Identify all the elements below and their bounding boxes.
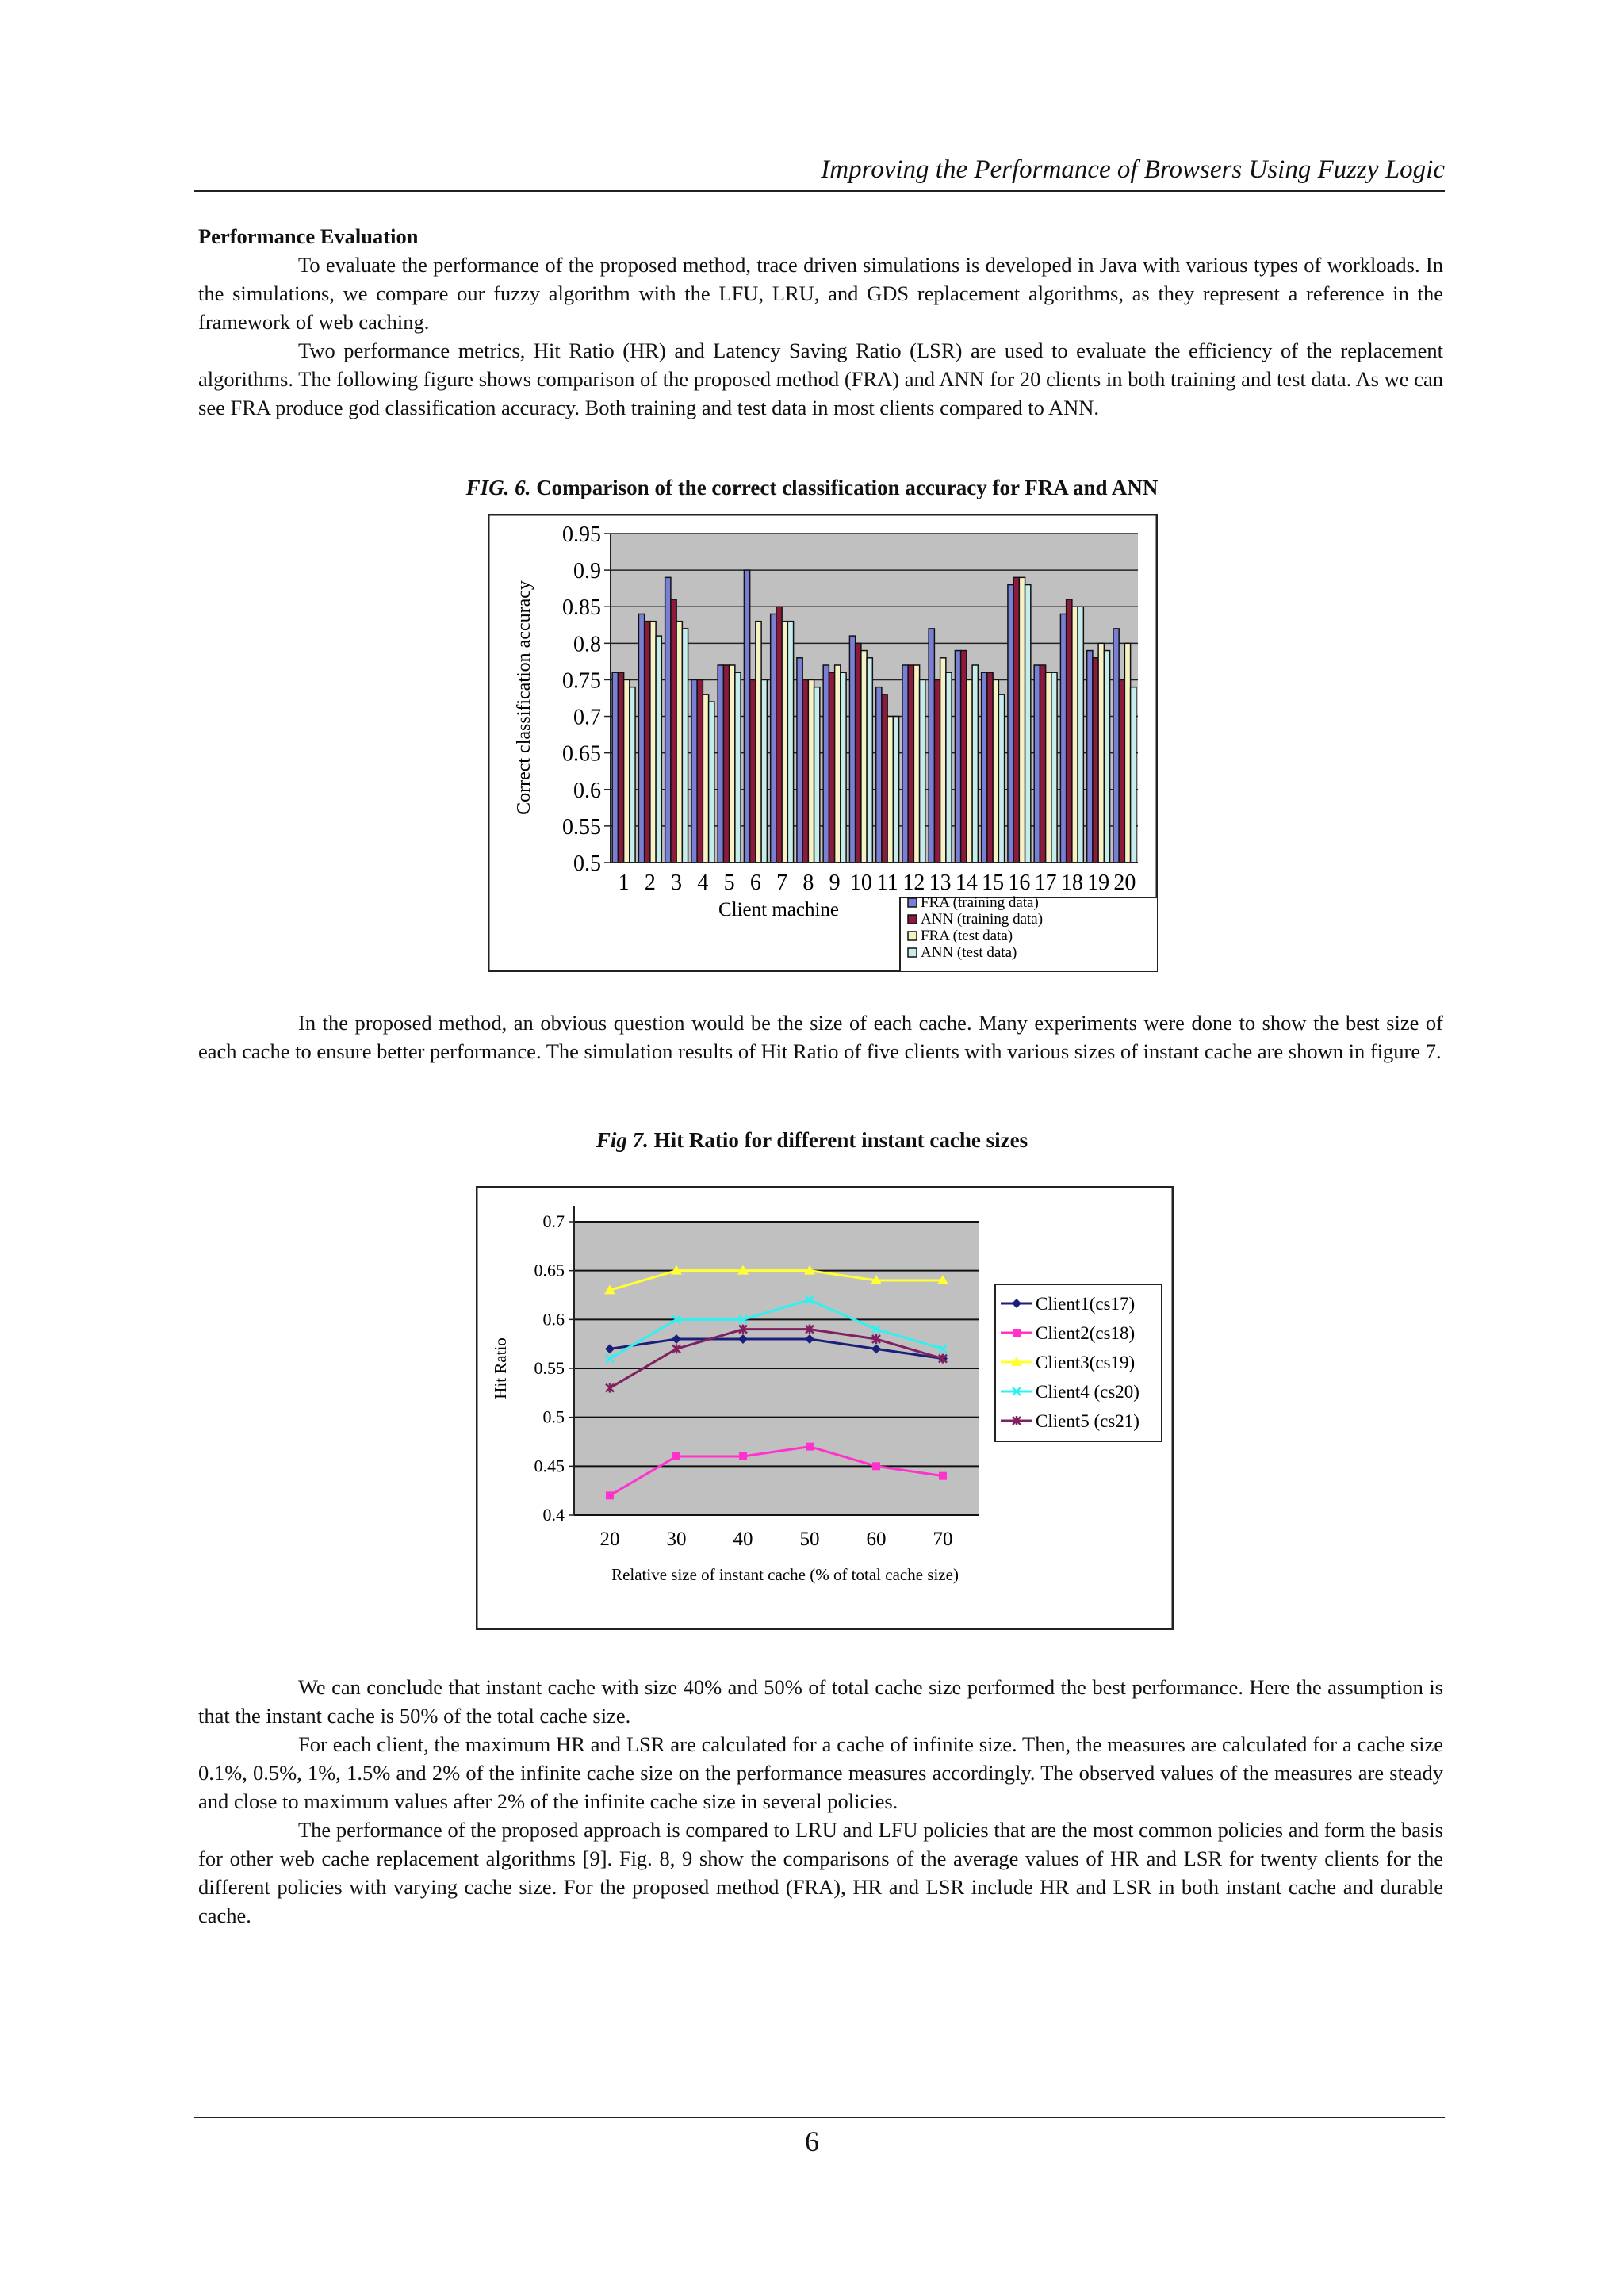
bar-fra-test-data--client-15 — [993, 679, 998, 863]
paragraph-2: Two performance metrics, Hit Ratio (HR) and Latency Saving Ratio (LSR) are used to evaluate the efficiency of the replacement algorithms. The following figure shows comparison of the proposed method (FRA) and ANN for 20 clients in both training and test data. As we can see FRA produce god classification accuracy. Both training and test data in most clients compared to ANN. — [198, 339, 1443, 419]
bar-fra-training-data--client-17 — [1034, 665, 1040, 863]
bar-fra-training-data--client-12 — [902, 665, 908, 863]
bar-fra-test-data--client-4 — [703, 695, 708, 863]
bar-ann-training-data--client-18 — [1067, 599, 1072, 863]
x-tick-label: 1 — [618, 871, 630, 895]
paragraph-6: The performance of the proposed approach is compared to LRU and LFU policies that are the most common policies and form the basis for other web cache replacement algorithms [9]. Fig. 8, 9 show the comparisons of the average values of HR and LSR for twenty clients for the different policies with varying cache size. For the proposed method (FRA), HR and LSR include HR and LSR in both instant cache and durable cache. — [198, 1818, 1443, 1927]
bar-fra-training-data--client-13 — [929, 629, 934, 863]
x-tick-label: 60 — [866, 1529, 887, 1550]
bar-ann-test-data--client-14 — [972, 665, 978, 863]
x-tick-label: 2 — [644, 871, 656, 895]
bar-fra-test-data--client-13 — [940, 658, 946, 863]
bar-fra-training-data--client-9 — [823, 665, 829, 863]
section-conclusion — [198, 1673, 1443, 1930]
legend-label: ANN (test data) — [921, 944, 1017, 961]
y-tick-label: 0.5 — [573, 851, 601, 876]
bar-fra-training-data--client-11 — [876, 687, 882, 863]
y-tick-label: 0.55 — [534, 1358, 565, 1378]
bar-fra-training-data--client-20 — [1113, 629, 1119, 863]
bar-ann-training-data--client-13 — [934, 679, 940, 863]
x-tick-label: 70 — [933, 1529, 953, 1550]
y-tick-label: 0.7 — [573, 705, 601, 730]
y-tick-label: 0.5 — [542, 1406, 565, 1427]
y-tick-label: 0.6 — [573, 778, 601, 803]
bar-fra-test-data--client-2 — [650, 622, 656, 863]
bar-ann-training-data--client-5 — [723, 665, 729, 863]
x-tick-label: 15 — [982, 871, 1005, 895]
y-tick-label: 0.95 — [562, 522, 601, 547]
data-point — [672, 1452, 680, 1460]
bar-fra-training-data--client-7 — [771, 614, 776, 863]
legend-label: FRA (test data) — [921, 928, 1013, 944]
bar-ann-test-data--client-9 — [841, 672, 846, 863]
bar-fra-training-data--client-4 — [691, 679, 697, 863]
bar-ann-test-data--client-19 — [1104, 651, 1109, 863]
bar-fra-training-data--client-19 — [1087, 651, 1093, 863]
bar-fra-test-data--client-5 — [730, 665, 735, 863]
legend-swatch — [908, 932, 917, 940]
y-tick-label: 0.8 — [573, 632, 601, 657]
y-axis-label: Correct classification accuracy — [514, 580, 534, 815]
data-point — [606, 1491, 614, 1499]
legend-label: ANN (training data) — [921, 911, 1044, 928]
bar-fra-test-data--client-10 — [861, 651, 867, 863]
x-tick-label: 18 — [1060, 871, 1083, 895]
bar-ann-training-data--client-9 — [829, 672, 834, 863]
legend-swatch — [908, 948, 917, 957]
legend-swatch — [908, 898, 917, 907]
bar-ann-test-data--client-2 — [656, 636, 661, 863]
x-tick-label: 19 — [1087, 871, 1110, 895]
paragraph-3: In the proposed method, an obvious question would be the size of each cache. Many experiments were done to show the best size of each cache to ensure better performance. The simulation results of Hit Ratio of five clients with various sizes of instant cache are shown in figure 7. — [198, 1011, 1443, 1063]
section-title: Performance Evaluation — [198, 224, 419, 248]
section-performance-evaluation — [198, 222, 1443, 422]
x-tick-label: 8 — [802, 871, 814, 895]
x-axis-label: Client machine — [718, 899, 840, 920]
plot-area — [611, 534, 1138, 863]
x-tick-label: 16 — [1008, 871, 1031, 895]
bar-ann-training-data--client-12 — [908, 665, 914, 863]
figure-7-chart — [476, 1186, 1174, 1630]
y-tick-label: 0.75 — [562, 668, 601, 694]
data-point — [939, 1472, 947, 1480]
legend — [995, 1284, 1162, 1441]
bar-ann-test-data--client-15 — [998, 695, 1004, 863]
bar-ann-training-data--client-2 — [645, 622, 650, 863]
bar-ann-training-data--client-20 — [1119, 679, 1124, 863]
legend-label: Client4 (cs20) — [1036, 1382, 1139, 1402]
legend-marker — [1013, 1329, 1021, 1337]
x-tick-label: 17 — [1034, 871, 1057, 895]
running-title: Improving the Performance of Browsers Using Fuzzy Logic — [821, 155, 1445, 184]
y-tick-label: 0.65 — [534, 1260, 565, 1280]
legend-label: Client1(cs17) — [1036, 1294, 1136, 1314]
footer-rule — [194, 2117, 1445, 2118]
y-tick-label: 0.55 — [562, 814, 601, 840]
bar-ann-test-data--client-5 — [735, 672, 741, 863]
x-tick-label: 7 — [776, 871, 788, 895]
bar-fra-test-data--client-16 — [1019, 577, 1025, 863]
bar-ann-test-data--client-17 — [1051, 672, 1057, 863]
data-point — [739, 1452, 747, 1460]
bar-ann-test-data--client-1 — [630, 687, 635, 863]
x-tick-label: 20 — [599, 1529, 620, 1550]
bar-fra-training-data--client-10 — [849, 636, 855, 863]
bar-ann-test-data--client-12 — [920, 679, 925, 863]
bar-ann-training-data--client-15 — [987, 672, 993, 863]
bar-fra-training-data--client-14 — [955, 651, 960, 863]
data-point — [806, 1443, 814, 1451]
bar-fra-training-data--client-5 — [718, 665, 723, 863]
bar-ann-test-data--client-8 — [814, 687, 820, 863]
y-tick-label: 0.85 — [562, 595, 601, 621]
figure-6-title: Comparison of the correct classification accuracy for FRA and ANN — [536, 476, 1159, 499]
bar-ann-test-data--client-6 — [761, 679, 767, 863]
y-tick-label: 0.45 — [534, 1456, 565, 1476]
bar-fra-training-data--client-2 — [638, 614, 644, 863]
bar-fra-test-data--client-20 — [1124, 643, 1130, 863]
bar-fra-test-data--client-6 — [756, 622, 761, 863]
bar-ann-test-data--client-18 — [1078, 607, 1083, 863]
bar-ann-training-data--client-8 — [802, 679, 808, 863]
bar-ann-test-data--client-20 — [1131, 687, 1136, 863]
bar-ann-test-data--client-4 — [709, 702, 714, 863]
bar-fra-training-data--client-6 — [744, 570, 749, 863]
bar-ann-training-data--client-3 — [671, 599, 676, 863]
bar-ann-test-data--client-11 — [893, 717, 898, 863]
y-tick-label: 0.6 — [542, 1309, 565, 1330]
figure-7-label: Fig 7. — [596, 1128, 649, 1152]
y-tick-label: 0.4 — [542, 1505, 565, 1525]
x-tick-label: 40 — [733, 1529, 753, 1550]
figure-6-label: FIG. 6. — [465, 476, 531, 499]
y-tick-label: 0.9 — [573, 559, 601, 584]
x-tick-label: 5 — [723, 871, 735, 895]
figure-7-title: Hit Ratio for different instant cache sizes — [653, 1128, 1028, 1152]
x-tick-label: 12 — [902, 871, 925, 895]
paragraph-5: For each client, the maximum HR and LSR are calculated for a cache of infinite size. Then, the measures are calculated for a cache size 0.1%, 0.5%, 1%, 1.5% and 2% of the infinite cache size on the performance measures accordingly. The observed values of the measures are steady and close to maximum values after 2% of the infinite cache size in several policies. — [198, 1732, 1443, 1813]
x-tick-label: 6 — [749, 871, 761, 895]
bar-fra-test-data--client-8 — [808, 679, 814, 863]
bar-fra-test-data--client-19 — [1098, 643, 1104, 863]
y-axis-label: Hit Ratio — [491, 1337, 510, 1399]
legend-label: FRA (training data) — [921, 894, 1039, 911]
x-tick-label: 9 — [829, 871, 841, 895]
figure-6-caption — [0, 476, 1624, 500]
bar-ann-training-data--client-16 — [1013, 577, 1019, 863]
legend — [900, 894, 1158, 972]
bar-fra-training-data--client-16 — [1008, 585, 1013, 863]
bar-ann-training-data--client-1 — [618, 672, 623, 863]
bar-ann-training-data--client-11 — [882, 695, 887, 863]
x-tick-label: 11 — [876, 871, 898, 895]
bar-ann-training-data--client-17 — [1040, 665, 1045, 863]
bar-ann-training-data--client-14 — [961, 651, 967, 863]
x-tick-label: 20 — [1113, 871, 1136, 895]
paragraph-1: To evaluate the performance of the proposed method, trace driven simulations is developed in Java with various types of workloads. In the simulations, we compare our fuzzy algorithm with the LFU, LRU, and GDS replacement algorithms, as they represent a reference in the framework of web caching. — [198, 253, 1443, 334]
bar-fra-test-data--client-12 — [914, 665, 919, 863]
legend-label: Client5 (cs21) — [1036, 1411, 1139, 1431]
legend-label: Client3(cs19) — [1036, 1353, 1136, 1372]
bar-ann-test-data--client-3 — [682, 629, 688, 863]
bar-fra-test-data--client-7 — [782, 622, 787, 863]
bar-fra-training-data--client-8 — [797, 658, 802, 863]
bar-ann-training-data--client-6 — [750, 679, 756, 863]
bar-fra-test-data--client-1 — [624, 679, 630, 863]
x-tick-label: 50 — [799, 1529, 820, 1550]
bar-fra-test-data--client-11 — [887, 717, 893, 863]
bar-fra-test-data--client-18 — [1072, 607, 1078, 863]
x-axis-label: Relative size of instant cache (% of total cache size) — [611, 1565, 959, 1584]
bar-fra-training-data--client-15 — [982, 672, 987, 863]
x-tick-label: 30 — [666, 1529, 687, 1550]
bar-fra-training-data--client-1 — [612, 672, 618, 863]
bar-fra-test-data--client-9 — [835, 665, 841, 863]
bar-fra-test-data--client-17 — [1046, 672, 1051, 863]
x-tick-label: 4 — [697, 871, 709, 895]
bar-fra-training-data--client-3 — [665, 577, 671, 863]
x-tick-label: 10 — [849, 871, 872, 895]
bar-ann-training-data--client-19 — [1093, 658, 1098, 863]
bar-fra-test-data--client-14 — [967, 679, 972, 863]
bar-ann-test-data--client-13 — [946, 672, 952, 863]
header-rule — [194, 190, 1445, 192]
x-tick-label: 13 — [929, 871, 952, 895]
bar-ann-training-data--client-4 — [697, 679, 703, 863]
bar-ann-test-data--client-10 — [867, 658, 872, 863]
bar-ann-test-data--client-16 — [1025, 585, 1031, 863]
bar-fra-training-data--client-18 — [1060, 614, 1066, 863]
bar-fra-test-data--client-3 — [676, 622, 682, 863]
y-tick-label: 0.7 — [542, 1211, 565, 1231]
figure-7-caption — [0, 1128, 1624, 1153]
section-cache-size — [198, 1008, 1443, 1066]
legend-label: Client2(cs18) — [1036, 1323, 1136, 1343]
y-tick-label: 0.65 — [562, 741, 601, 767]
page-number: 6 — [805, 2126, 819, 2157]
data-point — [872, 1462, 880, 1470]
legend-swatch — [908, 915, 917, 924]
figure-6-chart — [488, 514, 1158, 972]
x-tick-label: 3 — [671, 871, 683, 895]
bar-ann-training-data--client-10 — [856, 643, 861, 863]
x-tick-label: 14 — [955, 871, 978, 895]
bar-ann-test-data--client-7 — [787, 622, 793, 863]
paragraph-4: We can conclude that instant cache with size 40% and 50% of total cache size performed the best performance. Here the assumption is that the instant cache is 50% of the total cache size. — [198, 1675, 1443, 1728]
bar-ann-training-data--client-7 — [776, 607, 782, 863]
